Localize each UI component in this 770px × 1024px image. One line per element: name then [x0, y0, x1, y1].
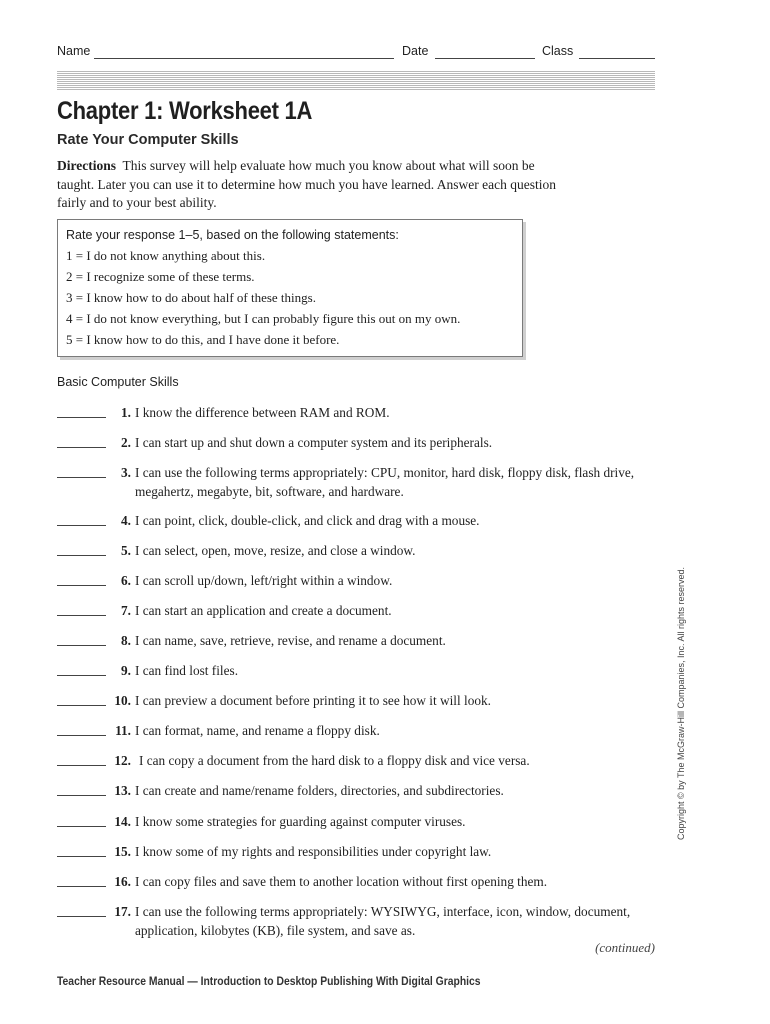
item-number: 2. [121, 435, 131, 450]
item-text: I can point, click, double-click, and click and drag with a mouse. [135, 513, 480, 528]
answer-blank[interactable] [57, 447, 106, 448]
directions [57, 157, 562, 213]
rating-statement: 2 = I recognize some of these terms. [66, 269, 255, 284]
answer-blank[interactable] [57, 477, 106, 478]
continued-note: (continued) [595, 940, 655, 955]
answer-blank[interactable] [57, 705, 106, 706]
directions-lead: Directions [57, 158, 116, 173]
item-text: I can use the following terms appropriately: WYSIWYG, interface, icon, window, document, application, kilobytes (KB), file system, and save as. [135, 904, 631, 938]
item-number: 13. [114, 783, 131, 798]
rating-statement: 3 = I know how to do about half of these things. [66, 290, 316, 305]
answer-blank[interactable] [57, 555, 106, 556]
answer-blank[interactable] [57, 795, 106, 796]
item-text: I know some of my rights and responsibilities under copyright law. [135, 844, 492, 859]
page-subtitle: Rate Your Computer Skills [57, 132, 239, 148]
section-heading: Basic Computer Skills [57, 375, 179, 389]
answer-blank[interactable] [57, 645, 106, 646]
date-label: Date [402, 44, 429, 58]
header-fields [57, 44, 657, 62]
item-number: 10. [114, 693, 131, 708]
item-text: I can preview a document before printing it to see how it will look. [135, 693, 491, 708]
item-text: I can use the following terms appropriately: CPU, monitor, hard disk, floppy disk, flash drive, megahertz, megabyte, bit, software, and hardware. [135, 465, 635, 499]
answer-blank[interactable] [57, 525, 106, 526]
item-number: 9. [121, 663, 131, 678]
rating-statement: 5 = I know how to do this, and I have done it before. [66, 332, 340, 347]
name-field[interactable] [94, 58, 394, 59]
answer-blank[interactable] [57, 417, 106, 418]
copyright-notice: Copyright © by The McGraw-Hill Companies, Inc. All rights reserved. [676, 566, 686, 840]
item-number: 16. [114, 874, 131, 889]
item-number: 5. [121, 543, 131, 558]
item-number: 7. [121, 603, 131, 618]
class-field[interactable] [579, 58, 655, 59]
answer-blank[interactable] [57, 765, 106, 766]
item-text: I can copy files and save them to another location without first opening them. [135, 874, 548, 889]
answer-blank[interactable] [57, 826, 106, 827]
answer-blank[interactable] [57, 585, 106, 586]
item-number: 14. [114, 814, 131, 829]
rating-scale-box [57, 219, 523, 357]
answer-blank[interactable] [57, 675, 106, 676]
header-divider [57, 71, 655, 91]
answer-blank[interactable] [57, 615, 106, 616]
item-text: I can select, open, move, resize, and close a window. [135, 543, 416, 558]
rating-statement: 1 = I do not know anything about this. [66, 248, 266, 263]
answer-blank[interactable] [57, 916, 106, 917]
item-number: 12. [114, 753, 131, 768]
answer-blank[interactable] [57, 886, 106, 887]
item-number: 4. [121, 513, 131, 528]
answer-blank[interactable] [57, 735, 106, 736]
page-title: Chapter 1: Worksheet 1A [57, 97, 313, 125]
directions-text: This survey will help evaluate how much you know about what will soon be taught. Later you can use it to determine how much you have learned. Answer each question fairly and to your best ability. [57, 158, 556, 210]
item-number: 6. [121, 573, 131, 588]
page-footer: Teacher Resource Manual — Introduction to Desktop Publishing With Digital Graphics [57, 976, 481, 988]
rating-statement: 4 = I do not know everything, but I can probably figure this out on my own. [66, 311, 461, 326]
item-text: I know the difference between RAM and ROM. [135, 405, 390, 420]
rating-scale-heading: Rate your response 1–5, based on the following statements: [66, 228, 399, 242]
item-number: 11. [115, 723, 131, 738]
item-number: 15. [114, 844, 131, 859]
item-text: I can find lost files. [135, 663, 239, 678]
date-field[interactable] [435, 58, 535, 59]
item-text: I can copy a document from the hard disk to a floppy disk and vice versa. [139, 753, 530, 768]
answer-blank[interactable] [57, 856, 106, 857]
class-label: Class [542, 44, 574, 58]
item-text: I can create and name/rename folders, directories, and subdirectories. [135, 783, 504, 798]
item-text: I can scroll up/down, left/right within a window. [135, 573, 393, 588]
item-text: I can start up and shut down a computer system and its peripherals. [135, 435, 493, 450]
item-number: 8. [121, 633, 131, 648]
item-number: 17. [114, 904, 131, 919]
item-text: I can name, save, retrieve, revise, and rename a document. [135, 633, 446, 648]
item-number: 3. [121, 465, 131, 480]
name-label: Name [57, 44, 91, 58]
item-text: I know some strategies for guarding against computer viruses. [135, 814, 466, 829]
item-text: I can format, name, and rename a floppy disk. [135, 723, 380, 738]
item-number: 1. [121, 405, 131, 420]
item-text: I can start an application and create a document. [135, 603, 392, 618]
